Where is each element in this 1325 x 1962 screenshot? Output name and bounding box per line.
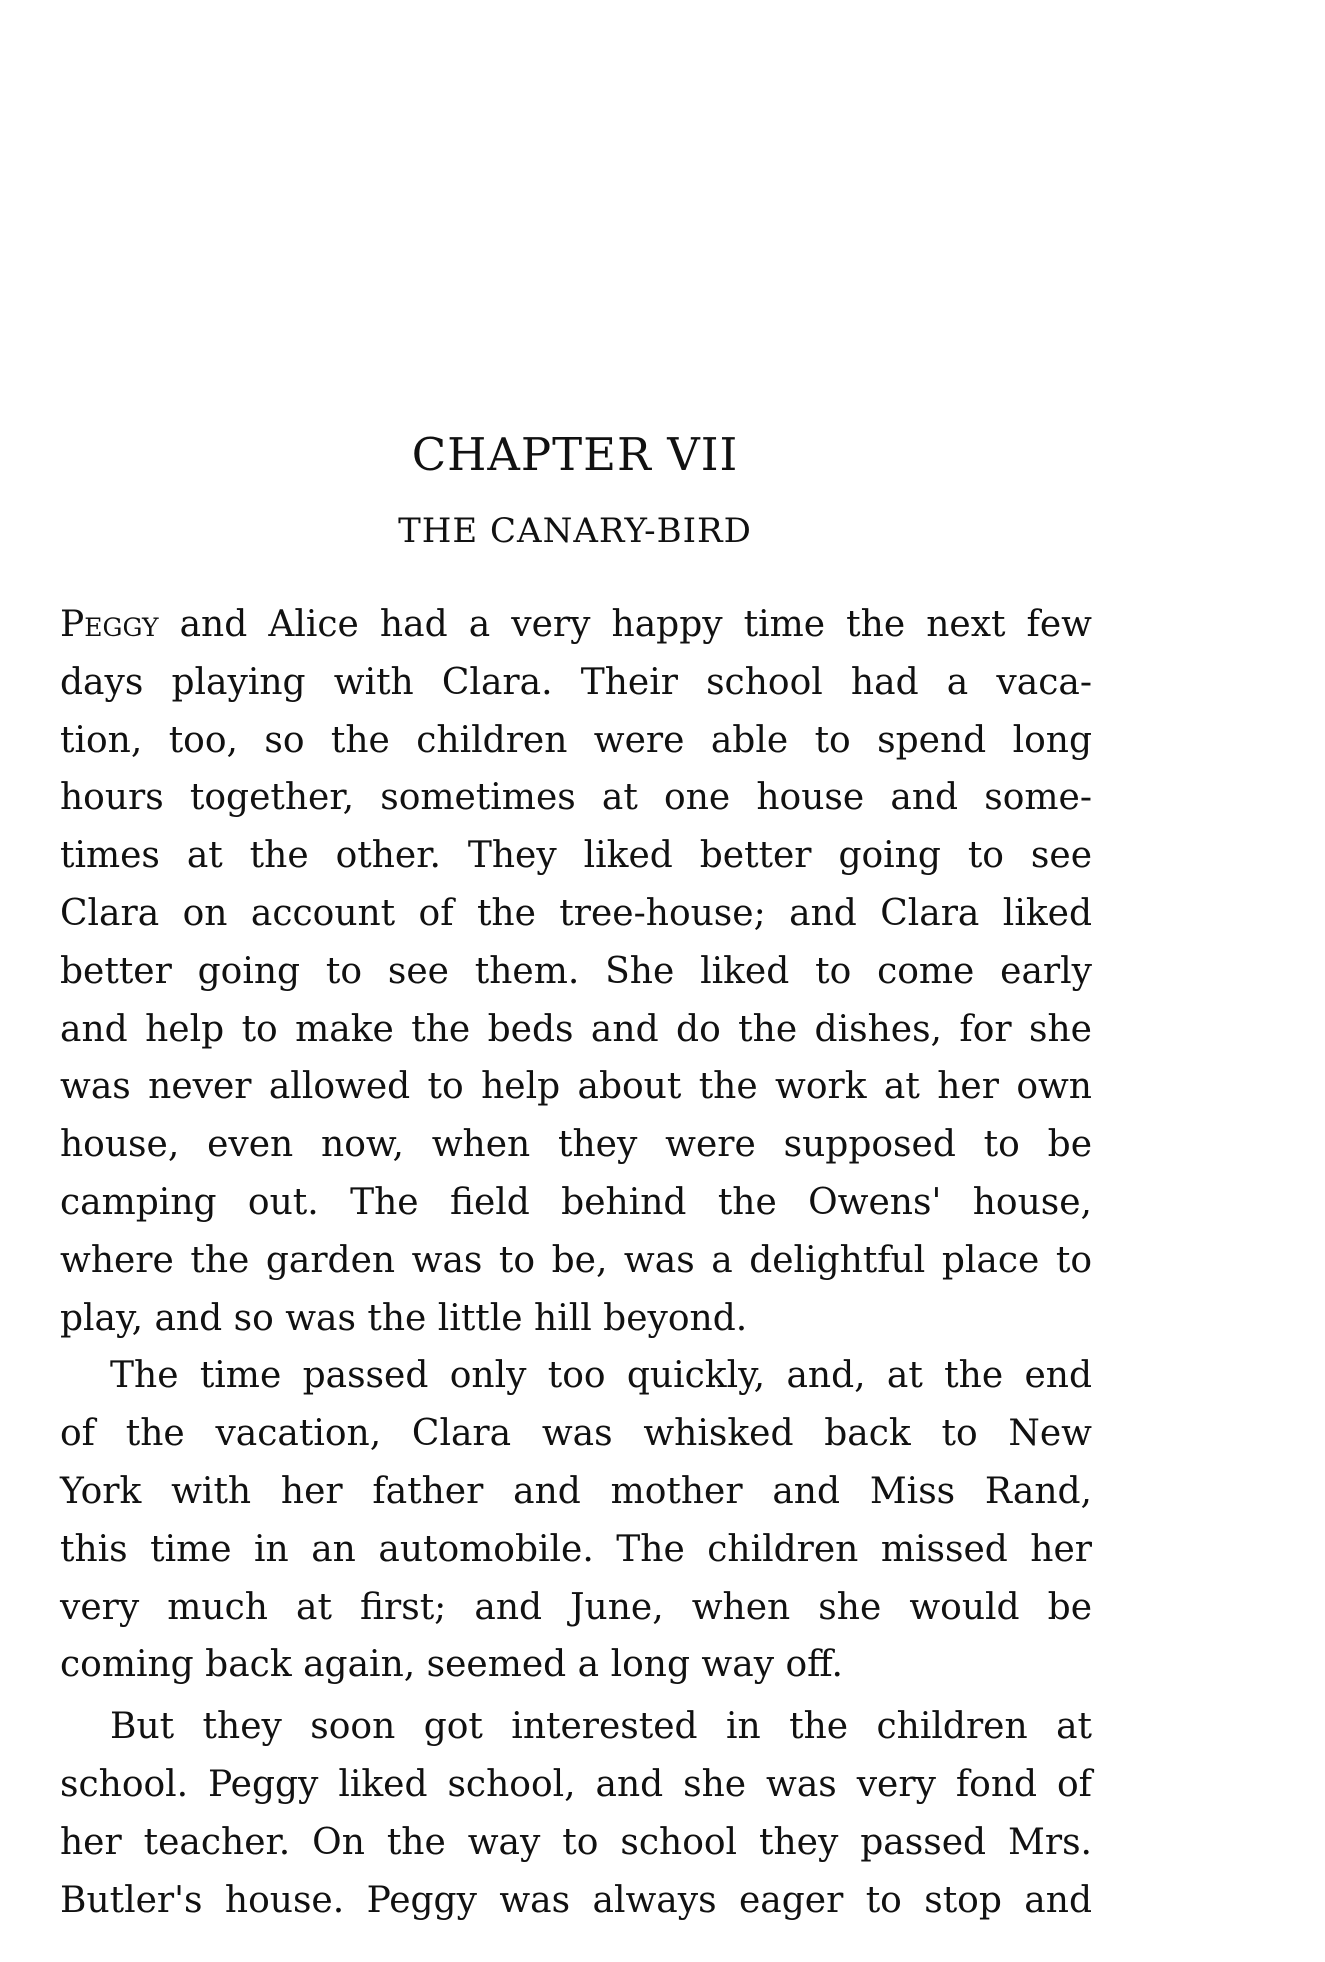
text-line: and help to make the beds and do the dishes, for she: [60, 1008, 1092, 1050]
line-text: and Alice had a very happy time the next few: [158, 604, 1092, 645]
text-line: her teacher. On the way to school they passed Mrs.: [60, 1821, 1092, 1863]
paragraph-3: [60, 1698, 1092, 1929]
text-line: times at the other. They liked better going to see: [60, 835, 1092, 877]
text-line: this time in an automobile. The children missed her: [60, 1528, 1092, 1570]
text-line: tion, too, so the children were able to spend long: [60, 719, 1092, 761]
text-line: hours together, sometimes at one house and some-: [60, 777, 1092, 819]
text-line: house, even now, when they were supposed to be: [60, 1124, 1092, 1166]
text-line: Butler's house. Peggy was always eager to stop and: [60, 1879, 1092, 1921]
text-line: coming back again, seemed a long way off.: [60, 1644, 843, 1686]
body-text: [60, 596, 1092, 1929]
text-line: better going to see them. She liked to come early: [60, 950, 1092, 992]
drop-word: Peggy: [60, 604, 159, 645]
text-line: Clara on account of the tree-house; and Clara liked: [60, 892, 1092, 934]
text-line: [60, 596, 1092, 654]
text-line: The time passed only too quickly, and, at the end: [110, 1355, 1092, 1397]
paragraph-1: [60, 596, 1092, 1347]
text-line: where the garden was to be, was a delightful place to: [60, 1239, 1092, 1281]
chapter-title: THE CANARY-BIRD: [398, 511, 752, 551]
text-line: was never allowed to help about the work at her own: [60, 1066, 1092, 1108]
text-line: days playing with Clara. Their school had a vaca-: [60, 661, 1092, 703]
text-line: very much at first; and June, when she would be: [60, 1586, 1092, 1628]
text-line: But they soon got interested in the children at: [110, 1706, 1092, 1748]
paragraph-2: [60, 1347, 1092, 1694]
text-line: of the vacation, Clara was whisked back to New: [60, 1413, 1092, 1455]
text-line: York with her father and mother and Miss Rand,: [60, 1470, 1092, 1512]
chapter-number: CHAPTER VII: [411, 428, 739, 481]
text-line: school. Peggy liked school, and she was very fond of: [60, 1763, 1092, 1805]
text-line: camping out. The field behind the Owens' house,: [60, 1181, 1092, 1223]
text-line: play, and so was the little hill beyond.: [60, 1297, 748, 1339]
